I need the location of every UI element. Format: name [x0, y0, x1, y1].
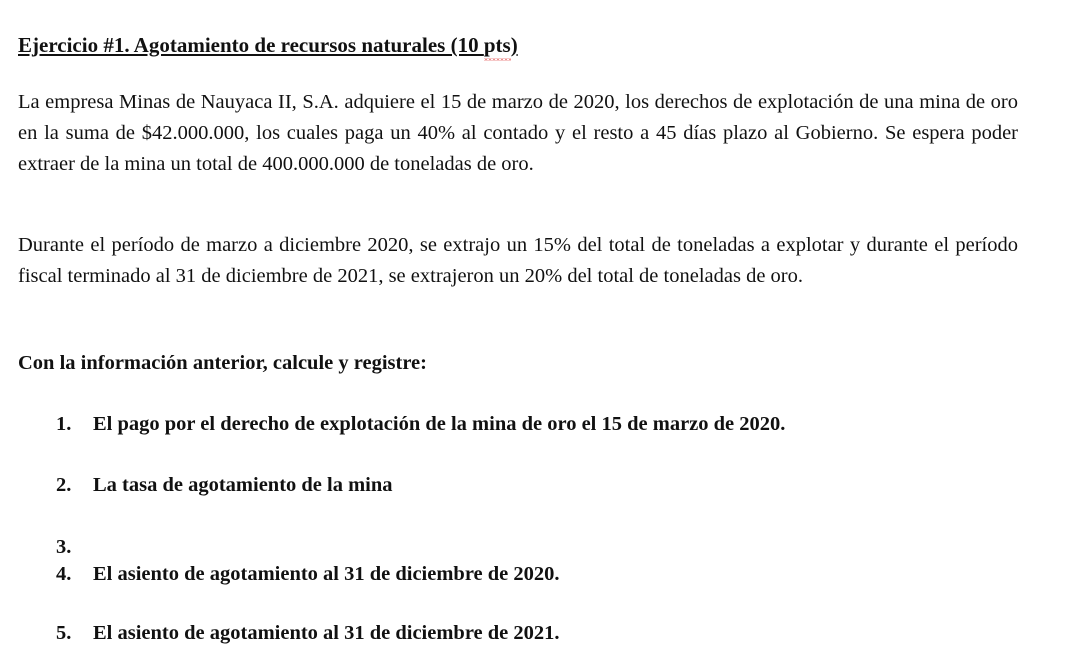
list-item-number: 4. — [56, 563, 72, 585]
list-item — [56, 413, 785, 436]
title-text: Ejercicio #1. Agotamiento de recursos naturales (10 — [18, 33, 484, 57]
list-item — [56, 536, 93, 559]
list-item-text: El pago por el derecho de explotación de la mina de oro el 15 de marzo de 2020. — [93, 413, 786, 435]
instructions-lead-in: Con la información anterior, calcule y registre: — [18, 352, 427, 374]
title-close-paren: ) — [510, 33, 518, 57]
list-item-text: El asiento de agotamiento al 31 de diciembre de 2020. — [93, 563, 560, 585]
paragraph-problem-statement: La empresa Minas de Nauyaca II, S.A. adquiere el 15 de marzo de 2020, los derechos de explotación de una mina de oro en la suma de $42.000.000, los cuales paga un 40% al contado y el resto a 45 días plazo al Gobierno. Se espera poder extraer de la mina un total de 400.000.000 de toneladas de oro. — [18, 91, 1018, 175]
spellcheck-flagged-word[interactable]: pts — [483, 33, 511, 57]
paragraph-extraction-details: Durante el período de marzo a diciembre 2020, se extrajo un 15% del total de toneladas a explotar y durante el período fiscal terminado al 31 de diciembre de 2021, se extrajeron un 20% del total de toneladas de oro. — [18, 234, 1018, 287]
list-item-number: 1. — [56, 413, 72, 435]
list-item — [56, 563, 560, 586]
list-item-text: La tasa de agotamiento de la mina — [93, 474, 393, 496]
list-item-number: 5. — [56, 622, 72, 644]
list-item-text: El asiento de agotamiento al 31 de diciembre de 2021. — [93, 622, 560, 644]
list-item — [56, 474, 393, 497]
exercise-title — [18, 33, 518, 58]
list-item-number: 2. — [56, 474, 72, 496]
list-item-number: 3. — [56, 536, 72, 558]
list-item — [56, 622, 560, 645]
